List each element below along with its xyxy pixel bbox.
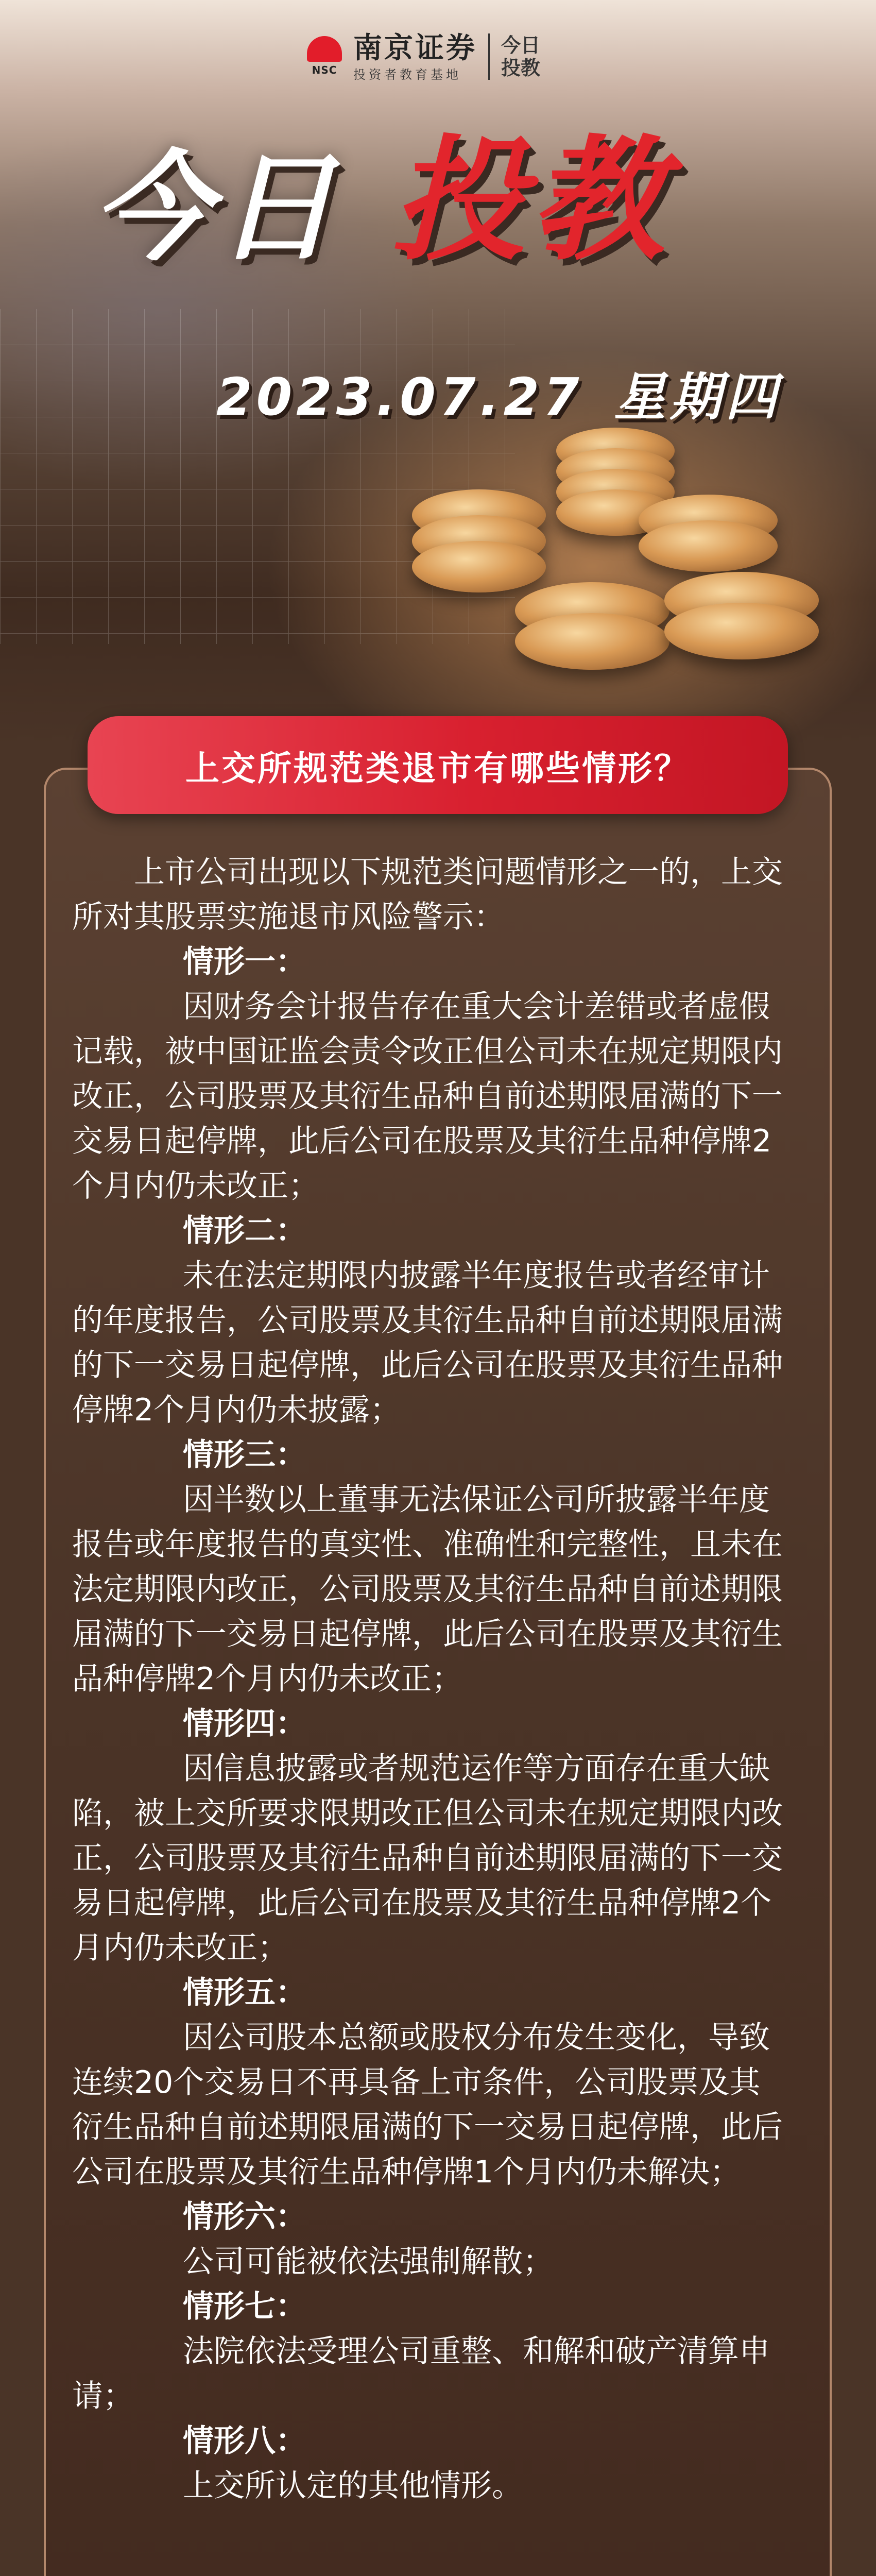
- question-text: 上交所规范类退市有哪些情形？: [185, 748, 690, 788]
- case-title: 情形三：: [183, 1437, 306, 1473]
- brand-code: NSC: [312, 64, 337, 76]
- brand-badge: 今日投教: [501, 33, 541, 79]
- case-body: 因信息披露或者规范运作等方面存在重大缺陷，被上交所要求限期改正但公司未在规定期限内改正，公司股票及其衍生品种自前述期限届满的下一交易日起停牌，此后公司在股票及其衍生品种停牌2个月内仍未改正；: [72, 1751, 783, 1966]
- brand-header: [304, 28, 547, 85]
- brand-divider: [488, 33, 490, 80]
- case-title: 情形八：: [183, 2423, 306, 2459]
- case-body: 因公司股本总额或股权分布发生变化，导致连续20个交易日不再具备上市条件，公司股票及其衍生品种自前述期限届满的下一交易日起停牌，此后公司在股票及其衍生品种停牌1个月内仍未解决；: [72, 2020, 783, 2190]
- case-body: 法院依法受理公司重整、和解和破产清算申请；: [72, 2333, 770, 2414]
- case-title: 情形七：: [183, 2289, 306, 2325]
- case-title: 情形二：: [183, 1213, 306, 1249]
- case-body: 公司可能被依法强制解散；: [183, 2244, 554, 2280]
- nsc-logo-icon: [304, 36, 345, 77]
- title-red-part: 投教: [391, 123, 669, 279]
- date-line: [216, 355, 781, 430]
- weekday-text: 星期四: [614, 367, 781, 427]
- case-body: 未在法定期限内披露半年度报告或者经审计的年度报告，公司股票及其衍生品种自前述期限届满的下一交易日起停牌，此后公司在股票及其衍生品种停牌2个月内仍未披露；: [72, 1258, 783, 1428]
- case-body: 因财务会计报告存在重大会计差错或者虚假记载，被中国证监会责令改正但公司未在规定期限内改正，公司股票及其衍生品种自前述期限届满的下一交易日起停牌，此后公司在股票及其衍生品种停牌2个月内仍未改正；: [72, 989, 783, 1204]
- case-title: 情形六：: [183, 2199, 306, 2235]
- case-title: 情形一：: [183, 944, 306, 980]
- brand-name: 南京证券: [353, 30, 477, 65]
- page-title: [93, 123, 814, 279]
- intro-paragraph: 上市公司出现以下规范类问题情形之一的，上交所对其股票实施退市风险警示：: [72, 854, 783, 935]
- hero-banner: [0, 0, 876, 747]
- case-body: 上交所认定的其他情形。: [183, 2468, 523, 2504]
- article-body: [72, 850, 791, 2509]
- date-text: 2023.07.27: [216, 367, 583, 427]
- title-white-part: 今日: [93, 140, 340, 277]
- brand-subtitle: 投资者教育基地: [353, 67, 461, 82]
- case-body: 因半数以上董事无法保证公司所披露半年度报告或年度报告的真实性、准确性和完整性，且未在法定期限内改正，公司股票及其衍生品种自前述期限届满的下一交易日起停牌，此后公司在股票及其衍生品种停牌2个月内仍未改正；: [72, 1482, 783, 1697]
- case-title: 情形四：: [183, 1706, 306, 1742]
- case-title: 情形五：: [183, 1975, 306, 2011]
- question-banner: [88, 716, 788, 814]
